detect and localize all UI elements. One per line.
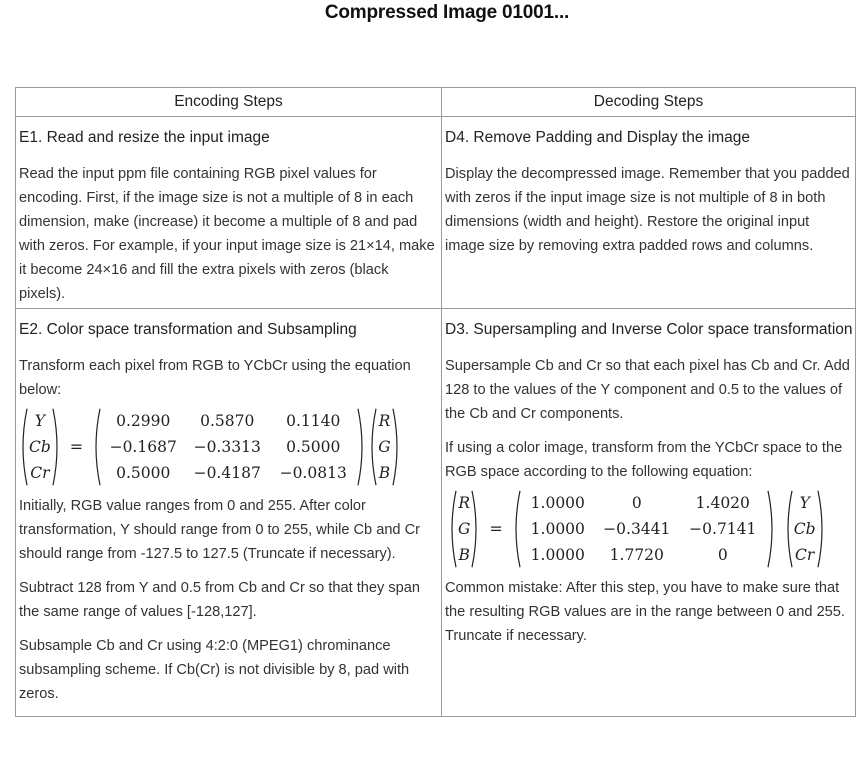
encoding-steps-header: Encoding Steps [16,88,442,117]
matrix-cell: 1.0000 [530,494,585,512]
transform-matrix [91,408,367,486]
vector-entry: Cr [795,546,815,564]
table-row [16,117,856,309]
steps-table [15,87,856,717]
matrix-cell: 0.5000 [286,438,341,456]
vector-entry: Y [799,494,810,512]
matrix-cell: −0.3313 [193,438,261,456]
lhs-vector [447,490,481,568]
matrix-cell: −0.4187 [193,464,261,482]
step-title: D3. Supersampling and Inverse Color space transformation [445,321,853,338]
vector-entry: Cb [793,520,816,538]
inverse-transform-matrix [511,490,777,568]
step-paragraph: Subsample Cb and Cr using 4:2:0 (MPEG1) chrominance subsampling scheme. If Cb(Cr) is not divisible by 8, pad with zeros. [19,638,410,702]
table-row [16,309,856,717]
lhs-vector [18,408,62,486]
vector-entry: Cb [29,438,51,456]
vector-entry: B [378,464,391,482]
step-paragraph: Initially, RGB value ranges from 0 and 255. After color transformation, Y should range from 0 to 255, while Cb and Cr should range from -127.5 to 127.5 (Truncate if necessary). [19,498,421,562]
table-header-row [16,88,856,117]
step-d3-cell [442,309,856,717]
vector-entry: B [458,546,470,564]
step-d4-cell [442,117,856,309]
matrix-cell: 1.0000 [530,546,585,564]
vector-entry: Cr [30,464,50,482]
decoding-steps-header: Decoding Steps [442,88,856,117]
step-title: D4. Remove Padding and Display the image [445,129,751,146]
step-paragraph: Common mistake: After this step, you have to make sure that the resulting RGB values are in the range between 0 and 255. Truncate if necessary. [445,580,845,644]
step-title: E1. Read and resize the input image [19,129,270,146]
step-paragraph: If using a color image, transform from the YCbCr space to the RGB space according to the following equation: [445,440,843,480]
step-paragraph: Supersample Cb and Cr so that each pixel has Cb and Cr. Add 128 to the values of the Y component and 0.5 to the values of the Cb and Cr components. [445,358,850,422]
matrix-cell: −0.0813 [279,464,347,482]
step-paragraph: Transform each pixel from RGB to YCbCr using the equation below: [19,358,411,398]
matrix-cell: 0.2990 [116,412,171,430]
step-paragraph: Display the decompressed image. Remember that you padded with zeros if the input image size is not multiple of 8 in both dimensions (width and height). Restore the original input image size by removing extra padded rows and columns. [445,166,850,254]
matrix-cell: 0 [717,546,728,564]
rgb-to-ycbcr-equation [18,408,441,486]
rhs-vector [783,490,827,568]
rhs-vector [367,408,401,486]
matrix-cell: 1.4020 [695,494,750,512]
matrix-cell: 0.5000 [116,464,171,482]
step-paragraph: Subtract 128 from Y and 0.5 from Cb and Cr so that they span the same range of values [-128,127]. [19,580,421,620]
equals-sign: = [69,437,84,456]
vector-entry: G [378,438,391,456]
matrix-cell: 0.1140 [286,412,341,430]
matrix-cell: 1.7720 [609,546,664,564]
ycbcr-to-rgb-equation [447,490,855,568]
step-paragraph: Read the input ppm file containing RGB pixel values for encoding. First, if the image size is not a multiple of 8 in each dimension, make (increase) it become a multiple of 8 and pad with zeros. For example, if your input image size is 21×14, make it become 24×16 and fill the extra pixels with zeros (black pixels). [19,166,435,302]
vector-entry: Y [34,412,46,430]
matrix-cell: −0.7141 [689,520,757,538]
document-title: Compressed Image 01001... [324,2,570,23]
vector-entry: R [378,412,391,430]
step-e2-cell [16,309,442,717]
equals-sign: = [489,519,503,538]
matrix-cell: 0 [631,494,642,512]
vector-entry: R [458,494,471,512]
step-title: E2. Color space transformation and Subsampling [19,321,357,338]
matrix-cell: 0.5870 [200,412,255,430]
matrix-cell: −0.3441 [603,520,671,538]
matrix-cell: −0.1687 [109,438,177,456]
step-e1-cell [16,117,442,309]
vector-entry: G [458,520,471,538]
matrix-cell: 1.0000 [530,520,585,538]
